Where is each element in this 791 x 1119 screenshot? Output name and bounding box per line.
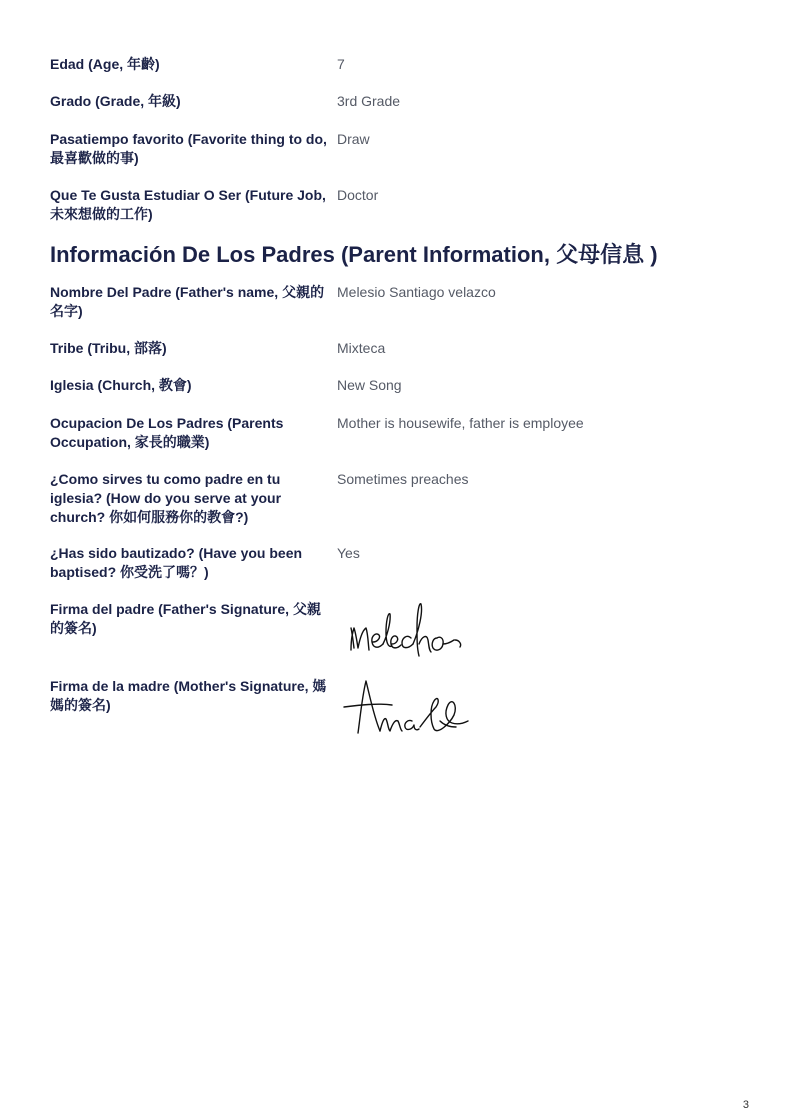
field-label: Edad (Age, 年齡) xyxy=(50,56,160,72)
mother-signature-image xyxy=(340,677,485,744)
field-label: Nombre Del Padre (Father's name, 父親的名字) xyxy=(50,284,325,319)
field-label: Que Te Gusta Estudiar O Ser (Future Job, 未來想做的工作) xyxy=(50,187,326,222)
field-value: Mother is housewife, father is employee xyxy=(337,415,584,431)
field-value: Mixteca xyxy=(337,340,386,356)
field-value: 3rd Grade xyxy=(337,93,401,109)
field-value: New Song xyxy=(337,377,402,393)
field-label: Grado (Grade, 年級) xyxy=(50,93,181,109)
field-value: Yes xyxy=(337,545,360,561)
field-value: Melesio Santiago velazco xyxy=(337,284,496,300)
father-signature-image xyxy=(337,600,487,669)
field-label: Tribe (Tribu, 部落) xyxy=(50,340,167,356)
section-title: Información De Los Padres (Parent Information, 父母信息 ) xyxy=(50,242,658,267)
field-label: Iglesia (Church, 教會) xyxy=(50,377,192,393)
field-label: Firma de la madre (Mother's Signature, 媽媽的簽名) xyxy=(50,678,327,713)
field-label: ¿Como sirves tu como padre en tu iglesia? (How do you serve at your church? 你如何服務你的教會?) xyxy=(50,471,282,525)
field-value: Doctor xyxy=(337,187,379,203)
field-label: Firma del padre (Father's Signature, 父親的簽名) xyxy=(50,601,321,636)
field-value: Draw xyxy=(337,131,370,147)
field-label: ¿Has sido bautizado? (Have you been baptised? 你受洗了嗎？) xyxy=(50,545,303,580)
field-value: Sometimes preaches xyxy=(337,471,469,487)
field-label: Pasatiempo favorito (Favorite thing to do, 最喜歡做的事) xyxy=(50,131,327,166)
field-value: 7 xyxy=(337,56,345,72)
field-label: Ocupacion De Los Padres (Parents Occupation, 家長的職業) xyxy=(50,415,284,450)
page-number: 3 xyxy=(742,1099,749,1111)
